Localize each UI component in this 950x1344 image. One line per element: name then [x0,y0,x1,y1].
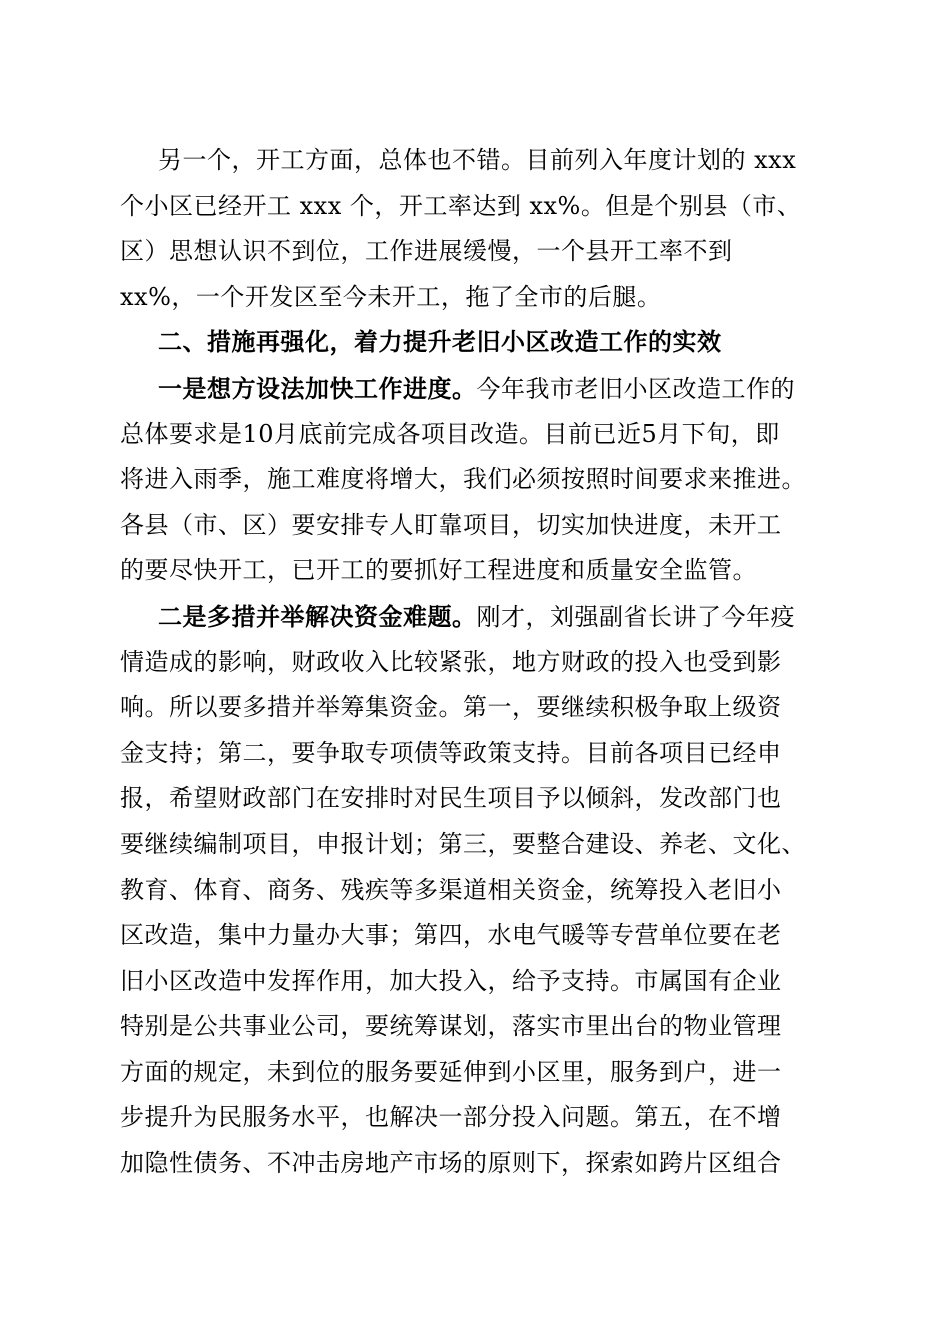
paragraph-line: 要继续编制项目，申报计划；第三，要整合建设、养老、文化、 [120,829,806,858]
paragraph-line: 教育、体育、商务、残疾等多渠道相关资金，统筹投入老旧小 [120,875,782,904]
paragraph-text: 今年我市老旧小区改造工作的 [476,374,795,403]
paragraph-line: 的要尽快开工，已开工的要抓好工程进度和质量安全监管。 [120,556,757,585]
section-heading: 二、措施再强化，着力提升老旧小区改造工作的实效 [158,328,722,357]
paragraph-line: 另一个，开工方面，总体也不错。目前列入年度计划的 xxx [158,146,797,174]
paragraph-line: 报，希望财政部门在安排时对民生项目予以倾斜，发改部门也 [120,784,782,813]
paragraph-line: 总体要求是10月底前完成各项目改造。目前已近5月下旬，即 [120,419,780,448]
paragraph-line: 步提升为民服务水平，也解决一部分投入问题。第五，在不增 [120,1103,782,1132]
paragraph-line [120,594,824,640]
document-page [120,138,824,1187]
paragraph-line: 特别是公共事业公司，要统筹谋划，落实市里出台的物业管理 [120,1012,782,1041]
paragraph-line: 个小区已经开工 xxx 个，开工率达到 xx%。但是个别县（市、 [120,191,802,220]
paragraph-line: 将进入雨季，施工难度将增大，我们必须按照时间要求来推进。 [120,465,806,494]
paragraph-line: 区）思想认识不到位，工作进展缓慢，一个县开工率不到 [120,237,733,266]
paragraph-text: 刚才，刘强副省长讲了今年疫 [476,602,795,631]
paragraph-line: 加隐性债务、不冲击房地产市场的原则下，探索如跨片区组合 [120,1149,782,1178]
paragraph-line: 响。所以要多措并举筹集资金。第一，要继续积极争取上级资 [120,693,782,722]
paragraph-line: 情造成的影响，财政收入比较紧张，地方财政的投入也受到影 [120,647,782,676]
paragraph-lead: 二是多措并举解决资金难题。 [158,601,477,631]
paragraph-line: 各县（市、区）要安排专人盯靠项目，切实加快进度，未开工 [120,510,782,539]
paragraph-line: 区改造，集中力量办大事；第四，水电气暖等专营单位要在老 [120,921,782,950]
paragraph-line: 旧小区改造中发挥作用，加大投入，给予支持。市属国有企业 [120,966,782,995]
paragraph-lead: 一是想方设法加快工作进度。 [158,373,477,403]
paragraph-line [120,366,824,412]
paragraph-line: 金支持；第二，要争取专项债等政策支持。目前各项目已经申 [120,738,782,767]
paragraph-line: xx%，一个开发区至今未开工，拖了全市的后腿。 [120,282,662,311]
paragraph-line: 方面的规定，未到位的服务要延伸到小区里，服务到户，进一 [120,1057,782,1086]
